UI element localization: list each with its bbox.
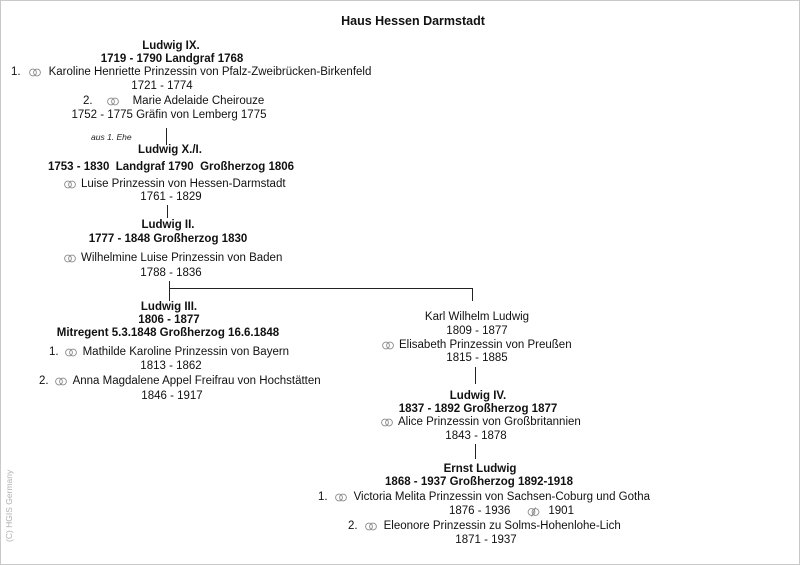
spouse-dates-divorce-row (449, 505, 574, 518)
spouse-name: Alice Prinzessin von Großbritannien (398, 416, 581, 428)
spouse-name: Luise Prinzessin von Hessen-Darmstadt (81, 178, 286, 190)
person-dates-ludwig-ii: 1777 - 1848 Großherzog 1830 (88, 233, 248, 245)
marriage-rings-icon (382, 341, 394, 350)
spouse-name: Mathilde Karoline Prinzessin von Bayern (82, 346, 290, 358)
connector-line (475, 444, 476, 459)
spouse-dates: 1752 - 1775 Gräfin von Lemberg 1775 (71, 109, 267, 121)
page-title: Haus Hessen Darmstadt (341, 14, 485, 28)
marriage-number: 1. (49, 346, 59, 358)
person-name-ludwig-ix: Ludwig IX. (142, 40, 200, 52)
marriage-number: 1. (11, 66, 21, 78)
copyright-label: (C) HGIS Germany (4, 469, 14, 542)
spouse-name: Karoline Henriette Prinzessin von Pfalz-Zweibrücken-Birkenfeld (48, 66, 372, 78)
spouse-row (49, 346, 289, 359)
spouse-dates: 1721 - 1774 (131, 80, 193, 92)
spouse-dates: 1761 - 1829 (140, 191, 202, 203)
marriage-number: 1. (318, 491, 328, 503)
person-name-ludwig-x: Ludwig X./I. (138, 144, 202, 156)
marriage-number: 2. (348, 520, 358, 532)
marriage-rings-icon (107, 97, 119, 106)
spouse-dates: 1813 - 1862 (140, 360, 202, 372)
marriage-rings-icon (64, 180, 76, 189)
marriage-rings-icon (365, 522, 377, 531)
spouse-row (11, 66, 371, 79)
spouse-row (64, 178, 286, 191)
connector-line (475, 367, 476, 384)
person-name-karl: Karl Wilhelm Ludwig (424, 311, 530, 323)
spouse-dates: 1815 - 1885 (446, 352, 508, 364)
person-regency-ludwig-iii: Mitregent 5.3.1848 Großherzog 16.6.1848 (56, 327, 280, 339)
marriage-rings-icon (55, 377, 67, 386)
person-name-ludwig-iv: Ludwig IV. (449, 390, 507, 402)
marriage-number: 2. (39, 375, 49, 387)
person-dates-ludwig-x: 1753 - 1830 Landgraf 1790 Großherzog 1806 (47, 161, 295, 173)
person-name-ernst-ludwig: Ernst Ludwig (443, 463, 517, 475)
marriage-rings-icon (335, 493, 347, 502)
person-name-ludwig-iii: Ludwig III. (140, 301, 198, 313)
spouse-dates: 1846 - 1917 (141, 390, 203, 402)
spouse-row (64, 252, 282, 265)
branch-note: aus 1. Ehe (91, 132, 132, 142)
divorce-rings-icon (527, 507, 540, 517)
spouse-name: Eleonore Prinzessin zu Solms-Hohenlohe-Lich (383, 520, 621, 532)
person-dates-ludwig-ix: 1719 - 1790 Landgraf 1768 (100, 53, 244, 65)
person-dates-ernst-ludwig: 1868 - 1937 Großherzog 1892-1918 (385, 476, 573, 488)
spouse-row (39, 375, 321, 388)
spouse-row (382, 339, 572, 352)
spouse-dates: 1871 - 1937 (455, 534, 517, 546)
spouse-dates: 1788 - 1836 (140, 267, 202, 279)
marriage-number: 2. (83, 95, 93, 107)
spouse-row (83, 95, 264, 108)
connector-line (169, 281, 170, 301)
spouse-dates: 1876 - 1936 (449, 505, 511, 517)
person-name-ludwig-ii: Ludwig II. (141, 219, 195, 231)
connector-line (472, 288, 473, 301)
spouse-name: Elisabeth Prinzessin von Preußen (399, 339, 572, 351)
marriage-rings-icon (64, 254, 76, 263)
spouse-row (348, 520, 621, 533)
spouse-name: Wilhelmine Luise Prinzessin von Baden (81, 252, 283, 264)
person-dates-ludwig-iii: 1806 - 1877 (138, 314, 200, 326)
connector-line (169, 288, 473, 289)
person-dates-ludwig-iv: 1837 - 1892 Großherzog 1877 (398, 403, 558, 415)
spouse-row (318, 491, 650, 504)
spouse-name: Anna Magdalene Appel Freifrau von Hochstätten (72, 375, 321, 387)
person-dates-karl: 1809 - 1877 (446, 325, 508, 337)
marriage-rings-icon (381, 418, 393, 427)
connector-line (167, 205, 168, 218)
spouse-name: Victoria Melita Prinzessin von Sachsen-Coburg und Gotha (353, 491, 650, 503)
spouse-row (381, 416, 581, 429)
divorce-year: 1901 (548, 505, 574, 517)
connector-line (166, 128, 167, 145)
spouse-dates: 1843 - 1878 (445, 430, 507, 442)
marriage-rings-icon (65, 348, 77, 357)
spouse-name: Marie Adelaide Cheirouze (132, 95, 265, 107)
marriage-rings-icon (29, 68, 41, 77)
